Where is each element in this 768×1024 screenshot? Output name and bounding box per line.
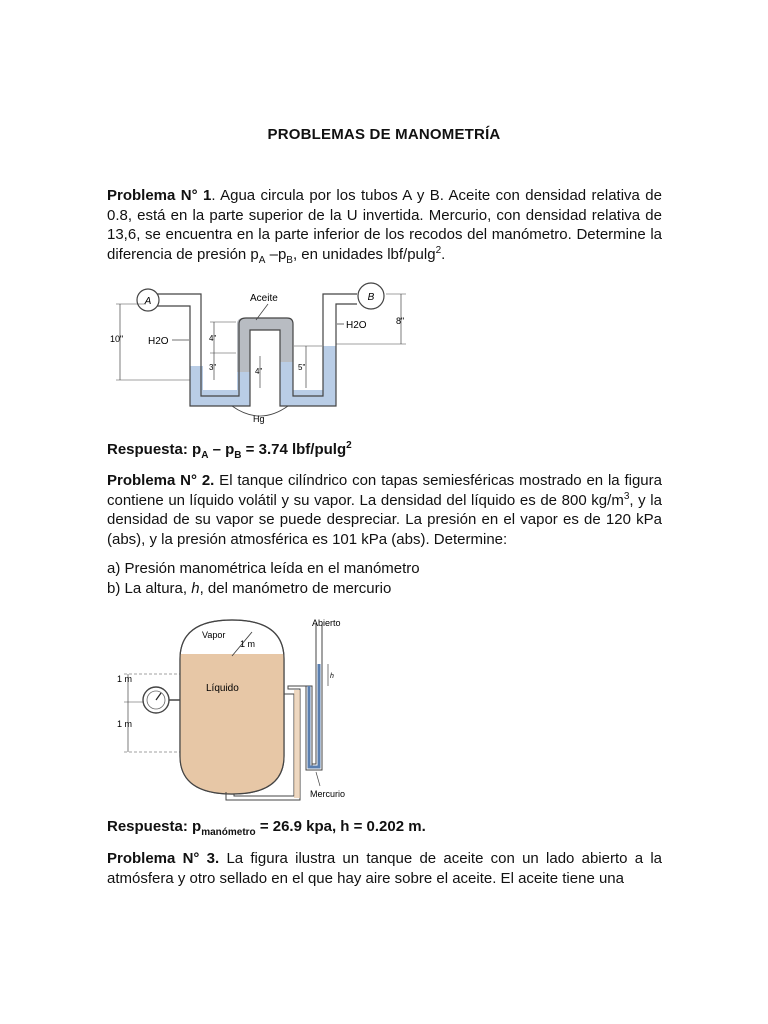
answer-2-sub: manómetro: [201, 827, 256, 838]
problem-2-statement: [107, 471, 662, 549]
dim-3: 3": [209, 363, 217, 372]
item-b-h: h: [191, 579, 200, 597]
manometer-figure-1: [110, 280, 420, 430]
answer-1-sup: 2: [346, 440, 352, 451]
problem-1-statement: [107, 186, 662, 264]
tank-figure-2: [110, 614, 370, 804]
label-h2o-left: H2O: [148, 336, 169, 347]
label-vapor: Vapor: [202, 630, 226, 640]
problem-2-label: Problema N° 2.: [107, 472, 215, 489]
answer-1-label: Respuesta:: [107, 441, 188, 458]
dim-5: 5": [298, 363, 306, 372]
problem-1-end: .: [441, 245, 446, 263]
answer-1-sub-a: A: [201, 450, 209, 461]
answer-1-mid: – p: [208, 441, 235, 458]
label-radius: 1 m: [240, 639, 256, 649]
problem-1-sub-a: A: [258, 254, 266, 266]
problem-3-statement: [107, 849, 662, 888]
problem-1-text-a: . Agua circula por los tubos A y B. Aceite con densidad relativa de 0.8, está en la parte superior de la U invertida. Mercurio, con densidad relativa de 13,6, se encuentra en la parte inferior de los recodos del manómetro. Determine la diferencia de presión p: [107, 187, 662, 263]
item-b-post: , del manómetro de mercurio: [199, 579, 392, 597]
problem-2-list: [107, 559, 420, 598]
answer-1-p: p: [187, 441, 202, 458]
answer-2-p: p: [187, 818, 202, 835]
label-mercurio: Mercurio: [310, 789, 346, 799]
label-h2o-right: H2O: [346, 320, 367, 331]
label-abierto: Abierto: [312, 618, 341, 628]
label-liquido: Líquido: [206, 683, 239, 694]
problem-2-sup: 3: [623, 490, 630, 502]
problem-2-answer: [107, 818, 426, 838]
problem-1-label: Problema N° 1: [107, 187, 212, 204]
dim-4a: 4": [209, 334, 217, 343]
dim-8: 8": [396, 316, 405, 326]
item-b-pre: b) La altura,: [107, 579, 192, 597]
label-h: h: [330, 673, 334, 680]
label-b: B: [367, 292, 375, 303]
problem-1-sub-b: B: [286, 254, 293, 266]
dim-4b: 4": [255, 367, 263, 376]
problem-1-dash: –p: [265, 245, 287, 263]
answer-1-value: = 3.74 lbf/pulg: [241, 441, 347, 458]
label-hg: Hg: [253, 414, 265, 424]
answer-1-sub-b: B: [234, 450, 242, 461]
problem-2-item-b: [107, 579, 420, 599]
problem-2-item-a: a) Presión manométrica leída en el manómetro: [107, 560, 420, 577]
problem-3-label: Problema N° 3.: [107, 850, 220, 867]
dim-top-1m: 1 m: [117, 674, 133, 684]
dim-10: 10": [110, 334, 124, 344]
problem-1-text-b: , en unidades lbf/pulg: [292, 245, 436, 263]
problem-2-text-a: El tanque cilíndrico con tapas semiesféricas mostrado en la figura contiene un líquido volátil y su vapor. La densidad del líquido es de 800 kg/m: [107, 472, 662, 509]
label-aceite: Aceite: [250, 293, 278, 304]
problem-2-text-b: , y la densidad de su vapor se puede despreciar. La presión en el vapor es de 120 kPa (abs), y la presión atmosférica es 101 kPa (abs). Determine:: [107, 491, 662, 548]
dim-bottom-1m: 1 m: [117, 719, 133, 729]
answer-2-value: = 26.9 kpa, h = 0.202 m.: [255, 818, 426, 835]
problem-3-text: La figura ilustra un tanque de aceite con un lado abierto a la atmósfera y otro sellado en el que hay aire sobre el aceite. El aceite tiene una: [107, 850, 662, 887]
answer-2-label: Respuesta:: [107, 818, 188, 835]
problem-1-answer: [107, 440, 352, 461]
label-a: A: [144, 296, 152, 307]
problem-1-sup: 2: [435, 244, 442, 256]
page-title: PROBLEMAS DE MANOMETRÍA: [267, 126, 501, 143]
